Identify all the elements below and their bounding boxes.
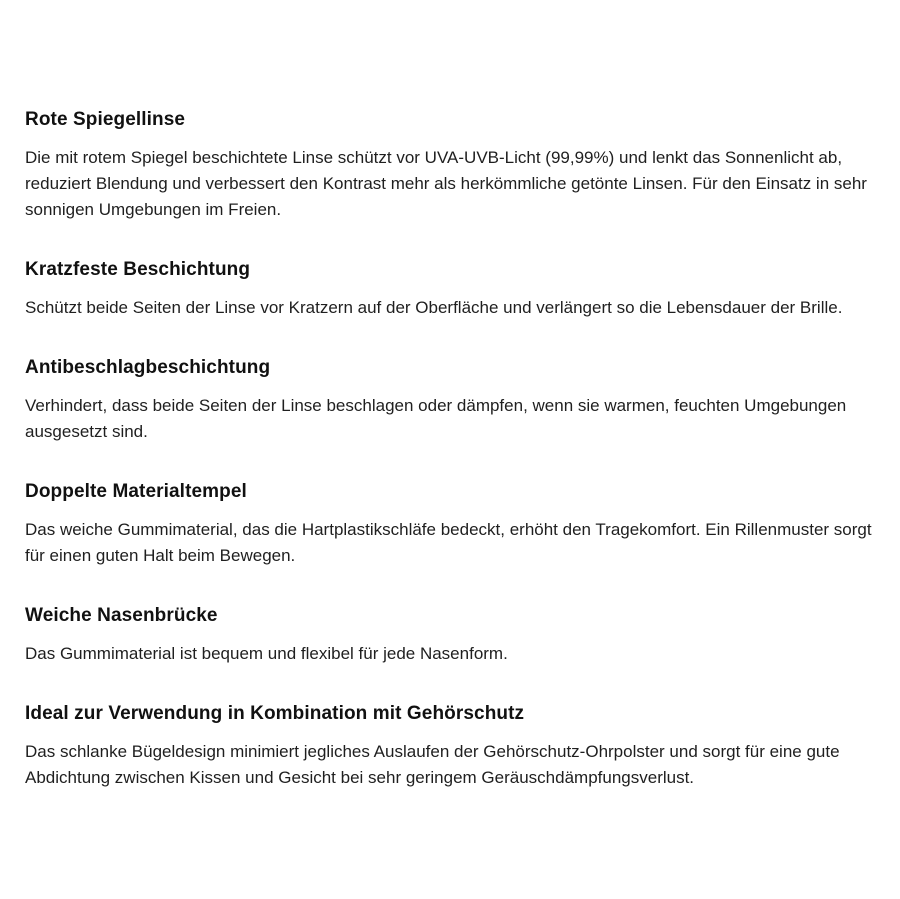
feature-section-soft-nose-bridge — [25, 603, 890, 667]
feature-heading: Ideal zur Verwendung in Kombination mit Gehörschutz — [25, 703, 525, 724]
feature-section-dual-material-temples — [25, 479, 890, 569]
feature-body: Verhindert, dass beide Seiten der Linse beschlagen oder dämpfen, wenn sie warmen, feuchten Umgebungen ausgesetzt sind. — [25, 396, 847, 441]
feature-body: Die mit rotem Spiegel beschichtete Linse schützt vor UVA-UVB-Licht (99,99%) und lenkt das Sonnenlicht ab, reduziert Blendung und verbessert den Kontrast mehr als herkömmliche getönte Linsen. Für den Einsatz in sehr sonnigen Umgebungen im Freien. — [25, 148, 867, 219]
feature-section-scratch-resistant-coating — [25, 257, 890, 321]
feature-heading: Antibeschlagbeschichtung — [25, 357, 271, 378]
feature-section-anti-fog-coating — [25, 355, 890, 445]
feature-body: Das weiche Gummimaterial, das die Hartplastikschläfe bedeckt, erhöht den Tragekomfort. Ein Rillenmuster sorgt für einen guten Halt beim Bewegen. — [25, 520, 872, 565]
feature-section-hearing-protection-compatible — [25, 701, 890, 791]
feature-body: Das schlanke Bügeldesign minimiert jegliches Auslaufen der Gehörschutz-Ohrpolster und sorgt für eine gute Abdichtung zwischen Kissen und Gesicht bei sehr geringem Geräuschdämpfungsverlust. — [25, 742, 840, 787]
feature-body: Schützt beide Seiten der Linse vor Kratzern auf der Oberfläche und verlängert so die Lebensdauer der Brille. — [25, 298, 843, 317]
feature-body: Das Gummimaterial ist bequem und flexibel für jede Nasenform. — [25, 644, 508, 663]
feature-heading: Weiche Nasenbrücke — [25, 605, 218, 626]
feature-section-red-mirror-lens — [25, 107, 890, 223]
feature-heading: Rote Spiegellinse — [25, 109, 186, 130]
feature-heading: Doppelte Materialtempel — [25, 481, 247, 502]
feature-heading: Kratzfeste Beschichtung — [25, 259, 251, 280]
